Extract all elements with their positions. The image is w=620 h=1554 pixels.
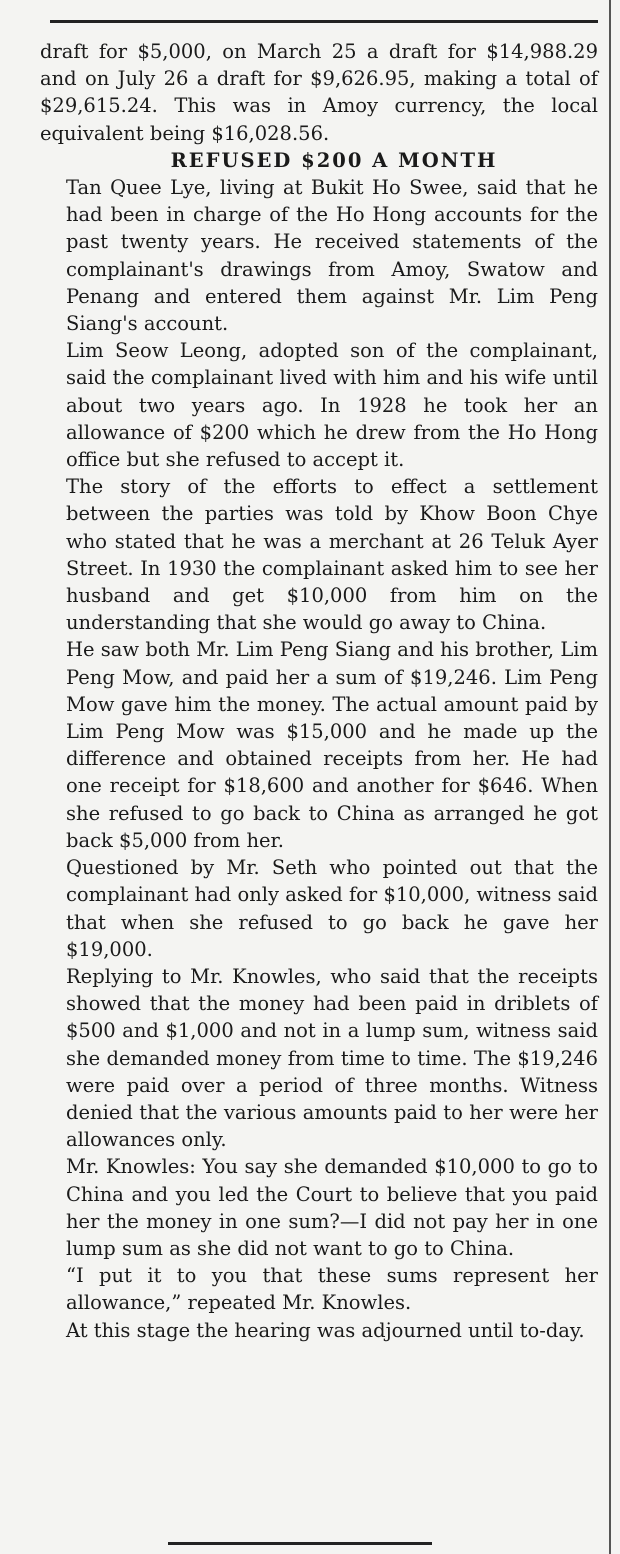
paragraph-replying-to-knowles: Replying to Mr. Knowles, who said that the receipts showed that the money had been paid in driblets of $500 and $1,000 and not in a lump sum, witness said she demanded money from time to time. The $19,246 were paid over a period of three months. Witness denied that the various amounts paid to her were her allowances only. — [66, 964, 598, 1152]
news-article — [40, 38, 598, 1344]
paragraph-knowles-repeat: “I put it to you that these sums represent her allowance,” repeated Mr. Knowles. — [66, 1264, 598, 1315]
adjacent-column-fragment — [612, 0, 620, 1554]
paragraph-tan-quee-lye: Tan Quee Lye, living at Bukit Ho Swee, said that he had been in charge of the Ho Hong accounts for the past twenty years. He received statements of the complainant's drawings from Amoy, Swatow and Penang and entered them against Mr. Lim Peng Siang's account. — [66, 176, 598, 336]
paragraph-lim-seow-leong: Lim Seow Leong, adopted son of the complainant, said the complainant lived with him and his wife until about two years ago. In 1928 he took her an allowance of $200 which he drew from the Ho Hong office but she refused to accept it. — [66, 339, 598, 472]
bottom-rule — [168, 1542, 432, 1545]
paragraph-settlement-story: The story of the efforts to effect a settlement between the parties was told by Khow Boon Chye who stated that he was a merchant at 26 Teluk Ayer Street. In 1930 the complainant asked him to see her husband and get $10,000 from him on the understanding that she would go away to China. — [66, 475, 598, 635]
paragraph-questioned-by-seth: Questioned by Mr. Seth who pointed out that the complainant had only asked for $10,000, witness said that when she refused to go back he gave her $19,000. — [66, 856, 598, 961]
subheading: REFUSED $200 A MONTH — [170, 148, 498, 172]
paragraph-payment-details: He saw both Mr. Lim Peng Siang and his brother, Lim Peng Mow, and paid her a sum of $19,246. Lim Peng Mow gave him the money. The actual amount paid by Lim Peng Mow was $15,000 and he made up the difference and obtained receipts from her. He had one receipt for $18,600 and another for $646. When she refused to go back to China as arranged he got back $5,000 from her. — [66, 638, 598, 852]
opening-paragraph: draft for $5,000, on March 25 a draft for $14,988.29 and on July 26 a draft for $9,626.95, making a total of $29,615.24. This was in Amoy currency, the local equivalent being $16,028.56. — [40, 40, 598, 145]
paragraph-knowles-question: Mr. Knowles: You say she demanded $10,000 to go to China and you led the Court to believe that you paid her the money in one sum?—I did not pay her in one lump sum as she did not want to go to China. — [66, 1155, 598, 1260]
column-divider — [609, 0, 611, 1554]
top-rule — [50, 20, 598, 23]
paragraph-adjourned: At this stage the hearing was adjourned until to-day. — [66, 1318, 585, 1342]
